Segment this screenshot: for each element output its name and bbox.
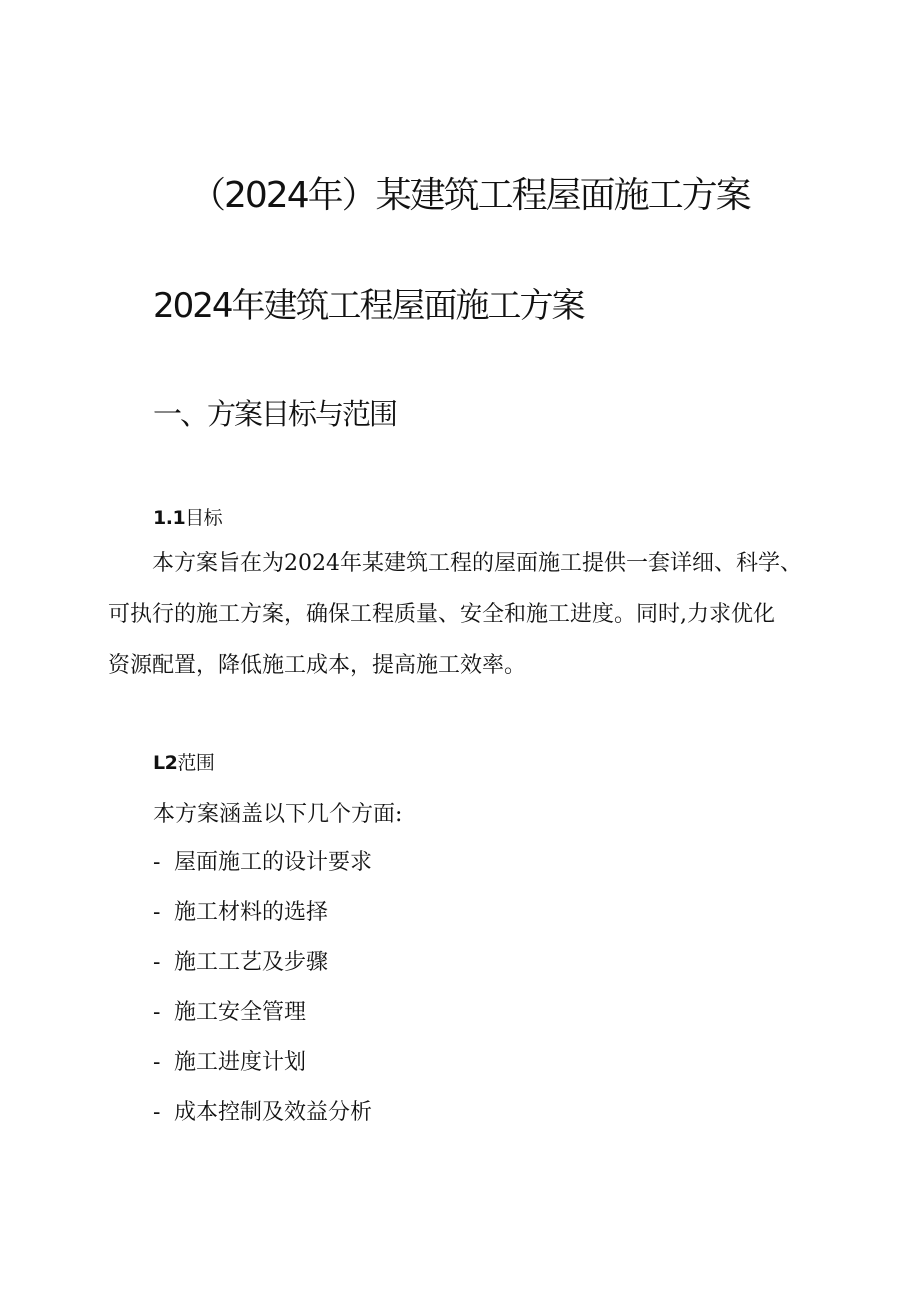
goal-paragraph-line: 本方案旨在为2024年某建筑工程的屋面施工提供一套详细、科学、 bbox=[152, 551, 802, 576]
document-title: （2024年）某建筑工程屋面施工方案 bbox=[190, 175, 750, 216]
goal-paragraph bbox=[108, 538, 828, 691]
scope-heading-number: L2 bbox=[153, 752, 178, 774]
scope-heading-label: 范围 bbox=[177, 752, 215, 774]
list-item-text: 屋面施工的设计要求 bbox=[174, 850, 373, 875]
list-item bbox=[153, 888, 372, 938]
list-bullet: - bbox=[153, 1100, 161, 1125]
list-bullet: - bbox=[153, 950, 161, 975]
list-item-text: 成本控制及效益分析 bbox=[174, 1100, 373, 1125]
scope-intro: 本方案涵盖以下几个方面: bbox=[153, 802, 403, 827]
list-item-text: 施工工艺及步骤 bbox=[174, 950, 329, 975]
list-item bbox=[153, 1038, 372, 1088]
list-item bbox=[153, 1088, 372, 1138]
goal-paragraph-line: 可执行的施工方案，确保工程质量、安全和施工进度。同时,力求优化 bbox=[108, 602, 775, 627]
list-item bbox=[153, 838, 372, 888]
list-bullet: - bbox=[153, 1000, 161, 1025]
list-item-text: 施工材料的选择 bbox=[174, 900, 329, 925]
document-subtitle: 2024年建筑工程屋面施工方案 bbox=[153, 286, 584, 326]
goal-heading bbox=[153, 504, 222, 532]
section-heading: 一、方案目标与范围 bbox=[153, 397, 397, 431]
list-bullet: - bbox=[153, 850, 161, 875]
goal-heading-number: 1.1 bbox=[153, 507, 186, 529]
list-bullet: - bbox=[153, 1050, 161, 1075]
goal-heading-label: 目标 bbox=[185, 507, 223, 529]
list-item bbox=[153, 938, 372, 988]
list-bullet: - bbox=[153, 900, 161, 925]
goal-paragraph-line: 资源配置，降低施工成本，提高施工效率。 bbox=[108, 653, 527, 678]
scope-list bbox=[153, 838, 372, 1138]
list-item-text: 施工进度计划 bbox=[174, 1050, 307, 1075]
list-item bbox=[153, 988, 372, 1038]
scope-heading bbox=[153, 749, 214, 777]
list-item-text: 施工安全管理 bbox=[174, 1000, 307, 1025]
